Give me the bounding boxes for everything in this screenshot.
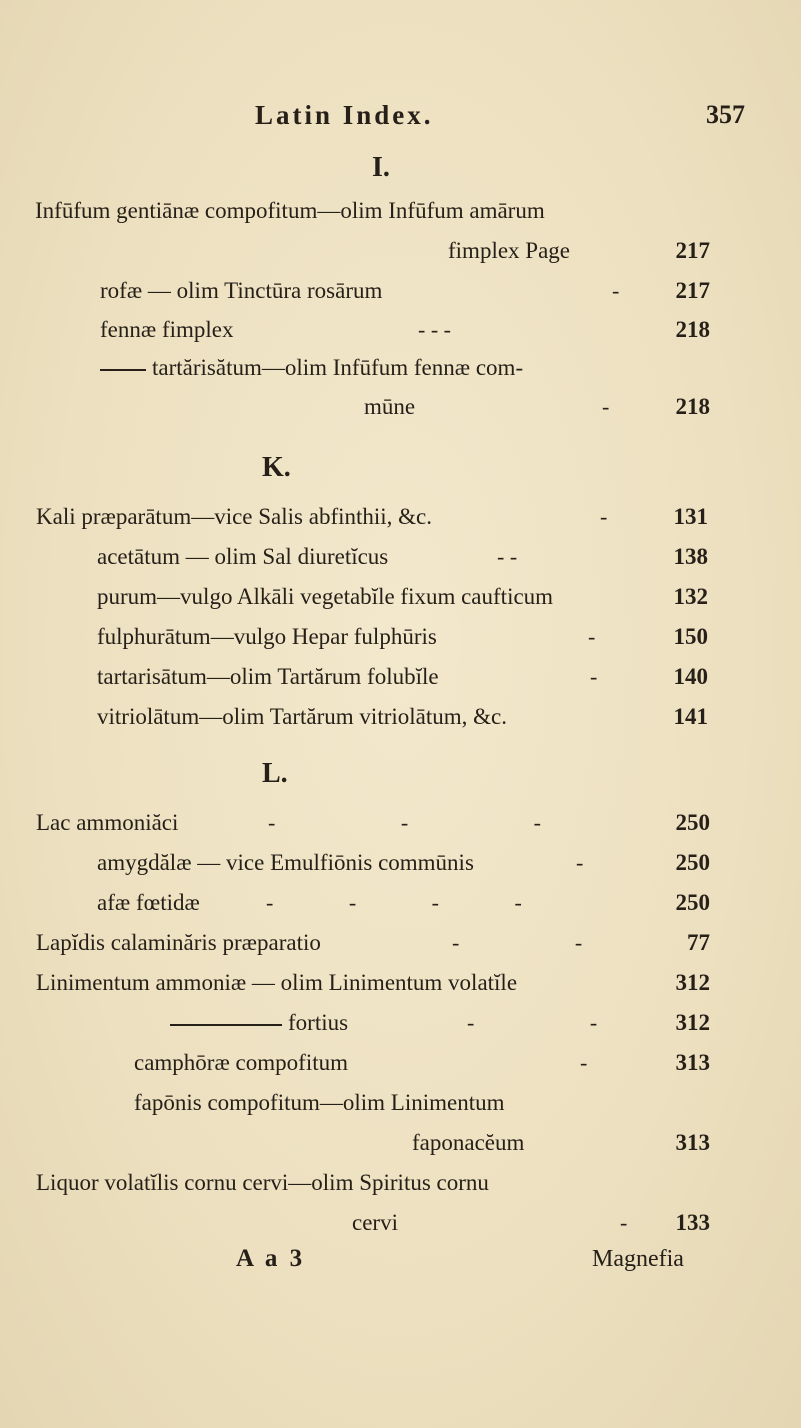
section-letter-l: L. (262, 758, 288, 789)
index-entry: mūne (364, 394, 416, 419)
index-entry: fulphurātum—vulgo Hepar fulphūris (97, 624, 437, 649)
index-entry: tartarisātum—olim Tartărum folubĭle (97, 664, 439, 689)
leader-dashes: - (576, 850, 584, 875)
leader-dashes: - (602, 394, 610, 419)
entry-page-ref: 140 (673, 664, 708, 689)
entry-page-ref: 131 (673, 504, 708, 529)
index-entry: Infūfum gentiānæ compofitum—olim Infūfum amārum (35, 198, 545, 223)
entry-page-ref: 312 (675, 970, 710, 995)
index-entry: Lapĭdis calaminăris præparatio (36, 930, 321, 955)
index-entry: faponacĕum (412, 1130, 525, 1155)
index-entry: Linimentum ammoniæ — olim Linimentum volatĭle (36, 970, 518, 995)
leader-dashes: - (600, 504, 608, 529)
index-entry: Lac ammoniăci (36, 810, 179, 835)
index-entry: fapōnis compofitum—olim Linimentum (134, 1090, 505, 1115)
index-entry: cervi (352, 1210, 398, 1235)
leader-dashes: - (580, 1050, 588, 1075)
page-number: 357 (706, 100, 745, 129)
catchword: Magnefia (592, 1246, 684, 1272)
index-entry: vitriolātum—olim Tartărum vitriolātum, &c. (97, 704, 507, 729)
section-letter-i: I. (372, 152, 390, 183)
entry-page-ref: 250 (675, 890, 710, 915)
index-entry-continued: tartărisătum—olim Infūfum fennæ com- (100, 353, 523, 383)
index-entry: afæ fœtidæ (97, 890, 200, 915)
entry-page-ref: 217 (675, 238, 710, 263)
leader-dashes: - - - - (266, 890, 522, 915)
signature-mark: A a 3 (236, 1245, 306, 1272)
leader-dashes: - - - (418, 317, 451, 342)
leader-dashes: - - (452, 930, 583, 955)
entry-page-ref: 218 (675, 394, 710, 419)
ditto-rule (100, 369, 146, 371)
index-entry: Kali præparātum—vice Salis abfinthii, &c. (36, 504, 433, 529)
index-entry: fimplex Page (448, 238, 570, 263)
leader-dashes: - (612, 278, 620, 303)
leader-dashes: - (588, 624, 596, 649)
section-letter-k: K. (262, 452, 291, 483)
index-entry: purum—vulgo Alkāli vegetabĭle fixum caufticum (97, 584, 554, 609)
index-entry: camphōræ compofitum (134, 1050, 348, 1075)
index-entry: rofæ — olim Tinctūra rosārum (100, 278, 383, 303)
entry-page-ref: 133 (675, 1210, 710, 1235)
index-entry: amygdălæ — vice Emulfiōnis commūnis (97, 850, 474, 875)
leader-dashes: - (590, 664, 598, 689)
ditto-rule (170, 1024, 282, 1026)
leader-dashes: - - (497, 544, 518, 569)
entry-page-ref: 313 (675, 1130, 710, 1155)
index-entry: acetātum — olim Sal diuretĭcus (97, 544, 389, 569)
entry-page-ref: 150 (673, 624, 708, 649)
entry-page-ref: 77 (687, 930, 710, 955)
running-head: Latin Index. (255, 100, 434, 130)
entry-page-ref: 250 (675, 850, 710, 875)
entry-page-ref: 217 (675, 278, 710, 303)
entry-page-ref: 138 (673, 544, 708, 569)
entry-page-ref: 141 (673, 704, 708, 729)
entry-page-ref: 218 (675, 317, 710, 342)
index-entry-continued: fortius (170, 1008, 348, 1038)
entry-page-ref: 132 (673, 584, 708, 609)
leader-dashes: - (620, 1210, 628, 1235)
entry-page-ref: 313 (675, 1050, 710, 1075)
leader-dashes: - - (467, 1010, 598, 1035)
entry-page-ref: 250 (675, 810, 710, 835)
index-entry: fennæ fimplex (100, 317, 234, 342)
leader-dashes: - - - (268, 810, 541, 835)
entry-page-ref: 312 (675, 1010, 710, 1035)
index-entry: Liquor volatĭlis cornu cervi—olim Spiritus cornu (36, 1170, 489, 1195)
